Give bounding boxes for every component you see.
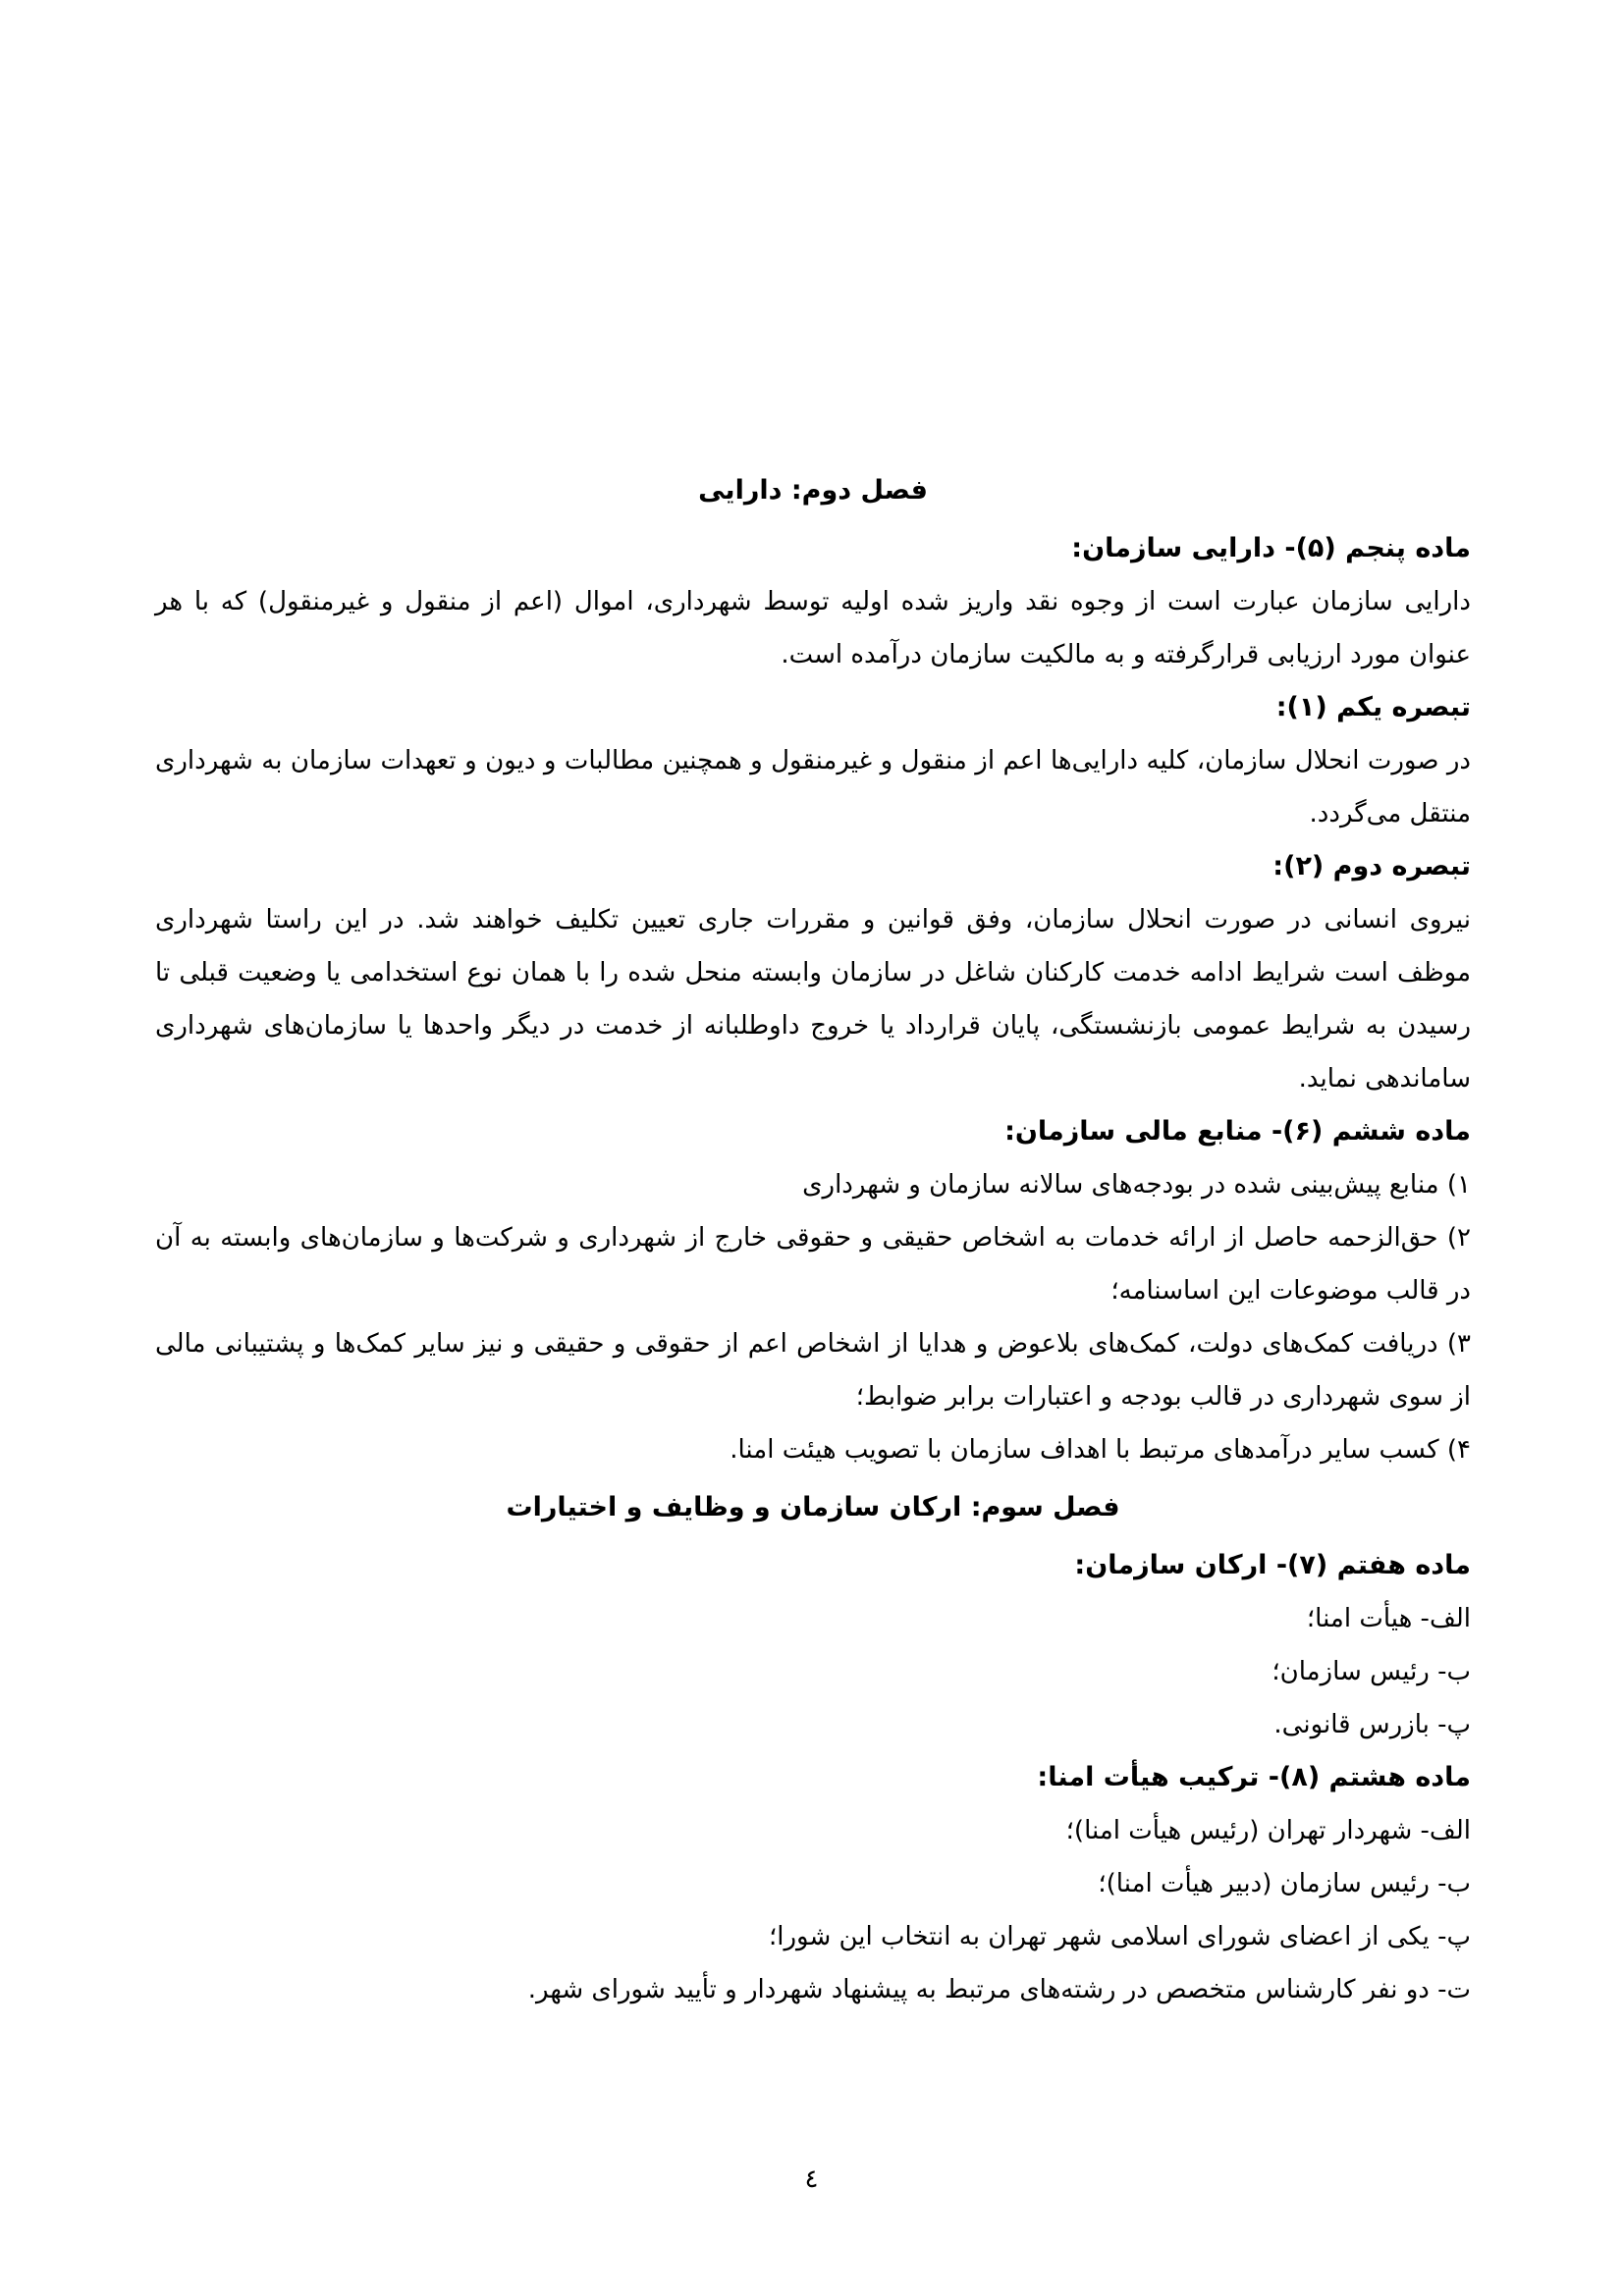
article-6-item-3: ۳) دریافت کمک‌های دولت، کمک‌های بلاعوض و هدایا از اشخاص اعم از حقوقی و حقیقی و نیز سایر کمک‌ها و پشتیبانی مالی از سوی شهرداری در قالب بودجه و اعتبارات برابر ضوابط؛ bbox=[155, 1329, 1471, 1412]
article-7-title: ماده هفتم (۷)- ارکان سازمان: bbox=[1074, 1550, 1471, 1580]
note-2-text: نیروی انسانی در صورت انحلال سازمان، وفق قوانین و مقررات جاری تعیین تکلیف خواهند شد. در این راستا شهرداری موظف است شرایط ادامه خدمت کارکنان شاغل در سازمان وابسته منحل شده را با همان نوع استخدامی یا وضعیت قبلی تا رسیدن به شرایط عمومی بازنشستگی، پایان قرارداد یا خروج داوطلبانه از خدمت در دیگر واحدها یا سازمان‌های شهرداری ساماندهی نماید. bbox=[155, 905, 1471, 1094]
article-7-item-3: پ- بازرس قانونی. bbox=[1273, 1710, 1471, 1739]
article-8-item-2: ب- رئیس سازمان (دبیر هیأت امنا)؛ bbox=[1098, 1869, 1471, 1898]
article-8-title: ماده هشتم (۸)- ترکیب هیأت امنا: bbox=[1037, 1762, 1471, 1792]
chapter-3-title: فصل سوم: ارکان سازمان و وظایف و اختیارات bbox=[506, 1492, 1120, 1522]
page-number: ٤ bbox=[804, 2164, 819, 2194]
article-6-item-1: ۱) منابع پیش‌بینی شده در بودجه‌های سالانه سازمان و شهرداری bbox=[802, 1170, 1471, 1200]
note-1-title: تبصره یکم (۱): bbox=[1275, 692, 1471, 722]
article-8-item-1: الف- شهردار تهران (رئیس هیأت امنا)؛ bbox=[1065, 1816, 1471, 1845]
article-6-item-2: ۲) حق‌الزحمه حاصل از ارائه خدمات به اشخاص حقیقی و حقوقی خارج از شهرداری و شرکت‌ها و سازمان‌های وابسته به آن در قالب موضوعات این اساسنامه؛ bbox=[155, 1223, 1471, 1306]
chapter-2-title: فصل دوم: دارایی bbox=[698, 475, 928, 506]
article-8-item-3: پ- یکی از اعضای شورای اسلامی شهر تهران به انتخاب این شورا؛ bbox=[768, 1922, 1471, 1951]
article-6-title: ماده ششم (۶)- منابع مالی سازمان: bbox=[1004, 1116, 1471, 1147]
article-5-title: ماده پنجم (۵)- دارایی سازمان: bbox=[1071, 533, 1471, 563]
note-1-text: در صورت انحلال سازمان، کلیه دارایی‌ها اعم از منقول و غیرمنقول و همچنین مطالبات و دیون و تعهدات سازمان به شهرداری منتقل می‌گردد. bbox=[155, 746, 1471, 828]
note-2-title: تبصره دوم (۲): bbox=[1272, 851, 1471, 881]
article-7-item-1: الف- هیأت امنا؛ bbox=[1306, 1604, 1471, 1633]
article-5-text: دارایی سازمان عبارت است از وجوه نقد واریز شده اولیه توسط شهرداری، اموال (اعم از منقول و غیرمنقول) که با هر عنوان مورد ارزیابی قرارگرفته و به مالکیت سازمان درآمده است. bbox=[155, 587, 1471, 669]
article-8-item-4: ت- دو نفر کارشناس متخصص در رشته‌های مرتبط به پیشنهاد شهردار و تأیید شورای شهر. bbox=[527, 1975, 1471, 2004]
article-6-item-4: ۴) کسب سایر درآمدهای مرتبط با اهداف سازمان با تصویب هیئت امنا. bbox=[730, 1435, 1471, 1465]
page-content bbox=[155, 459, 1471, 2016]
article-7-item-2: ب- رئیس سازمان؛ bbox=[1271, 1657, 1471, 1686]
